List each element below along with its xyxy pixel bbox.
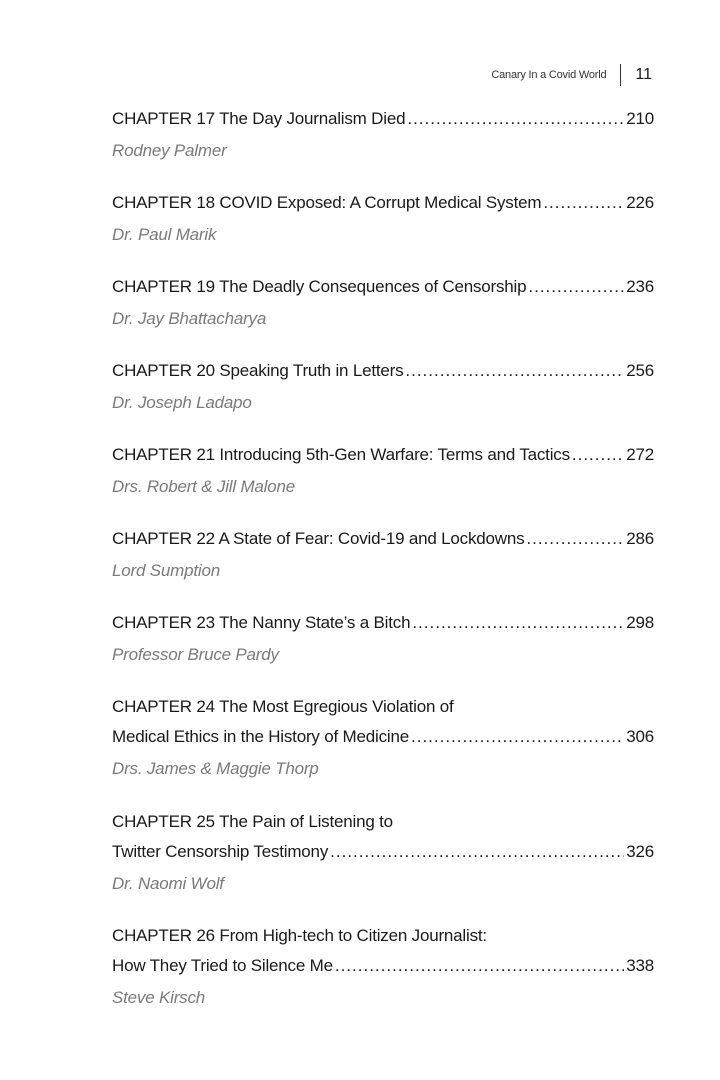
chapter-author: Professor Bruce Pardy bbox=[112, 645, 279, 664]
chapter-title: CHAPTER 19 The Deadly Consequences of Censorship bbox=[112, 277, 527, 296]
chapter-title-line bbox=[112, 188, 654, 218]
chapter-title-line bbox=[112, 356, 654, 386]
toc-entry bbox=[112, 608, 654, 670]
running-header bbox=[491, 62, 652, 88]
chapter-page-number: 286 bbox=[626, 529, 654, 548]
chapter-author: Dr. Jay Bhattacharya bbox=[112, 309, 267, 328]
dot-leader bbox=[526, 524, 624, 554]
chapter-title: CHAPTER 26 From High-tech to Citizen Journalist: bbox=[112, 926, 487, 945]
chapter-title-line bbox=[112, 524, 654, 554]
chapter-title-line bbox=[112, 440, 654, 470]
chapter-author: Steve Kirsch bbox=[112, 988, 206, 1007]
chapter-author: Dr. Joseph Ladapo bbox=[112, 393, 252, 412]
chapter-title: CHAPTER 24 The Most Egregious Violation of bbox=[112, 697, 454, 716]
chapter-title: Medical Ethics in the History of Medicine bbox=[112, 727, 409, 746]
dot-leader bbox=[330, 837, 624, 867]
chapter-title: How They Tried to Silence Me bbox=[112, 956, 333, 975]
chapter-author: Dr. Naomi Wolf bbox=[112, 874, 224, 893]
chapter-title-line bbox=[112, 608, 654, 638]
chapter-title: CHAPTER 25 The Pain of Listening to bbox=[112, 812, 393, 831]
chapter-title: Twitter Censorship Testimony bbox=[112, 842, 329, 861]
dot-leader bbox=[412, 608, 624, 638]
chapter-page-number: 326 bbox=[626, 842, 654, 861]
toc-entry bbox=[112, 356, 654, 418]
chapter-page-number: 298 bbox=[626, 613, 654, 632]
dot-leader bbox=[528, 272, 624, 302]
chapter-title-line bbox=[112, 921, 654, 951]
chapter-title-line bbox=[112, 692, 654, 722]
toc-entry bbox=[112, 692, 654, 784]
dot-leader bbox=[543, 188, 624, 218]
chapter-page-number: 306 bbox=[626, 727, 654, 746]
chapter-author: Rodney Palmer bbox=[112, 141, 227, 160]
chapter-title-line bbox=[112, 722, 654, 752]
chapter-title: CHAPTER 20 Speaking Truth in Letters bbox=[112, 361, 404, 380]
chapter-page-number: 256 bbox=[626, 361, 654, 380]
book-title: Canary In a Covid World bbox=[491, 69, 607, 81]
chapter-title-line bbox=[112, 272, 654, 302]
chapter-title: CHAPTER 17 The Day Journalism Died bbox=[112, 109, 406, 128]
chapter-title-line bbox=[112, 807, 654, 837]
toc-entry bbox=[112, 807, 654, 899]
chapter-title: CHAPTER 18 COVID Exposed: A Corrupt Medical System bbox=[112, 193, 542, 212]
toc-entry bbox=[112, 921, 654, 1013]
toc-entry bbox=[112, 272, 654, 334]
chapter-title: CHAPTER 22 A State of Fear: Covid-19 and Lockdowns bbox=[112, 529, 525, 548]
toc-entry bbox=[112, 440, 654, 502]
chapter-title-line bbox=[112, 104, 654, 134]
chapter-author: Drs. James & Maggie Thorp bbox=[112, 759, 319, 778]
header-divider bbox=[620, 64, 621, 86]
toc-entry bbox=[112, 104, 654, 166]
chapter-title: CHAPTER 21 Introducing 5th-Gen Warfare: Terms and Tactics bbox=[112, 445, 570, 464]
dot-leader bbox=[407, 104, 624, 134]
toc-entry bbox=[112, 188, 654, 250]
toc-entry bbox=[112, 524, 654, 586]
chapter-title: CHAPTER 23 The Nanny State’s a Bitch bbox=[112, 613, 411, 632]
chapter-page-number: 236 bbox=[626, 277, 654, 296]
chapter-page-number: 272 bbox=[626, 445, 654, 464]
dot-leader bbox=[335, 951, 624, 981]
dot-leader bbox=[411, 722, 624, 752]
chapter-page-number: 226 bbox=[626, 193, 654, 212]
chapter-title-line bbox=[112, 951, 654, 981]
dot-leader bbox=[405, 356, 624, 386]
chapter-page-number: 210 bbox=[626, 109, 654, 128]
chapter-title-line bbox=[112, 837, 654, 867]
chapter-page-number: 338 bbox=[626, 956, 654, 975]
chapter-author: Drs. Robert & Jill Malone bbox=[112, 477, 296, 496]
page-number: 11 bbox=[635, 66, 652, 83]
chapter-author: Lord Sumption bbox=[112, 561, 220, 580]
chapter-author: Dr. Paul Marik bbox=[112, 225, 217, 244]
dot-leader bbox=[572, 440, 624, 470]
